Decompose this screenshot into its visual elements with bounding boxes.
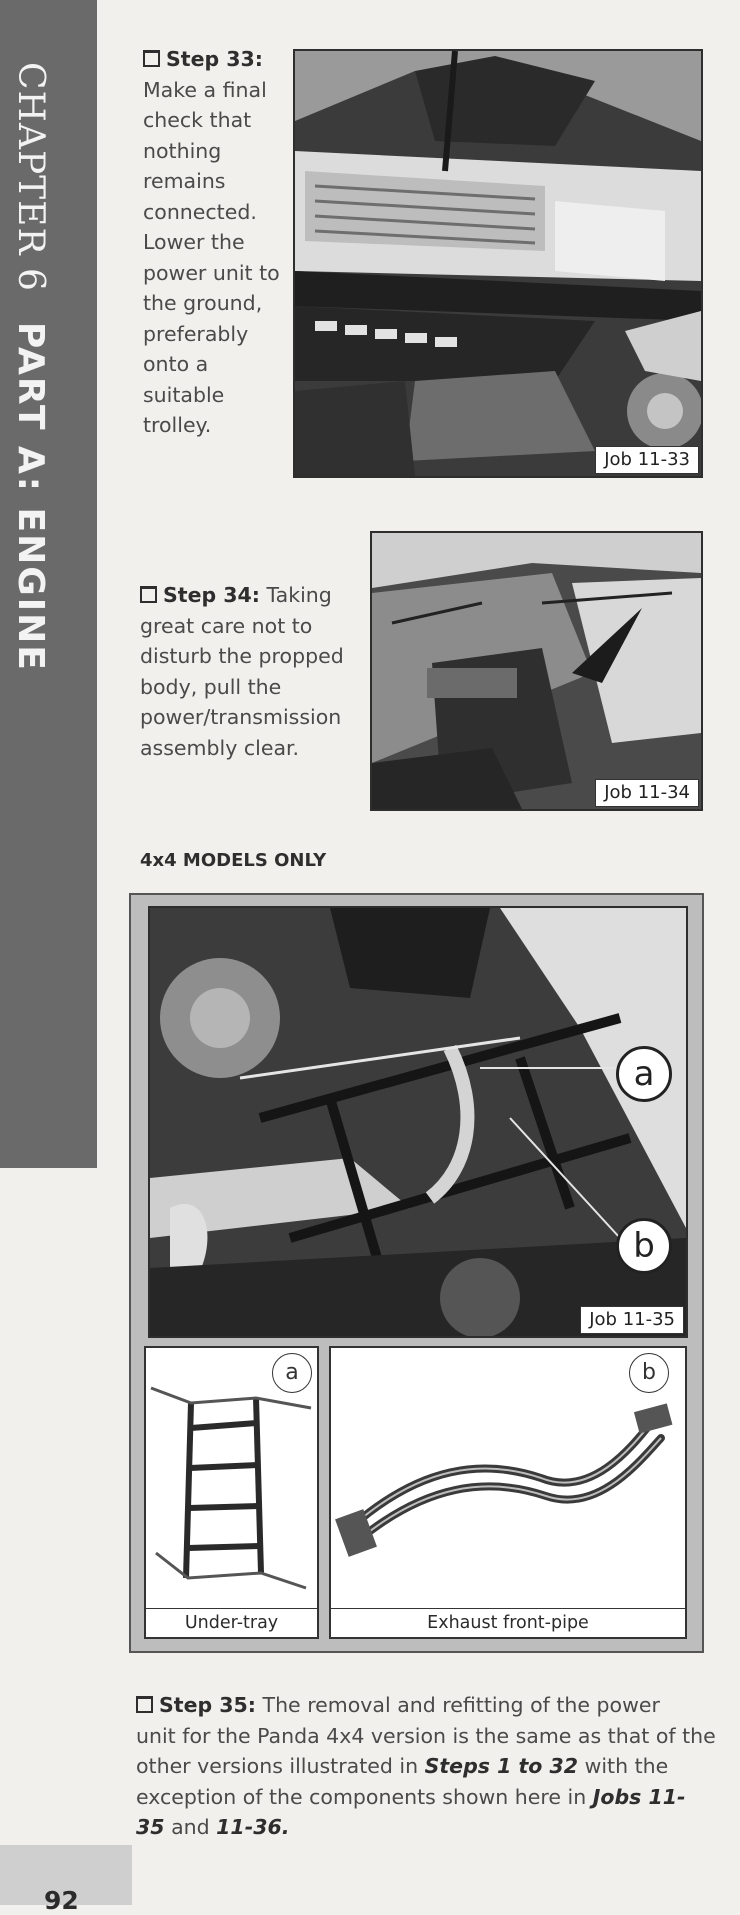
job-11-34-photo	[370, 531, 703, 811]
step-33-line: suitable	[143, 382, 225, 407]
step-34-line: Taking	[266, 583, 332, 607]
checkbox-icon	[143, 50, 160, 67]
step-34-line: assembly clear.	[140, 735, 300, 760]
step-34-line: great care not to	[140, 613, 313, 638]
under-tray-panel	[144, 1346, 319, 1639]
step-35-line: and	[171, 1815, 210, 1839]
step-34-line: body, pull the	[140, 674, 282, 699]
step-35-label: Step 35:	[159, 1693, 257, 1717]
page-number: 92	[44, 1886, 79, 1915]
exhaust-pipe-panel	[329, 1346, 687, 1639]
jobs-reference: 11-36.	[216, 1815, 290, 1839]
step-33-line: Make a final	[143, 77, 267, 102]
step-35-text	[136, 1690, 736, 1843]
exhaust-front-pipe-illustration	[331, 1348, 685, 1608]
steps-reference: Steps 1 to 32	[424, 1754, 579, 1778]
step-33-line: Lower the	[143, 230, 245, 254]
step-35-line: unit for the Panda 4x4 version is the same as that of the	[136, 1723, 716, 1748]
chapter-label: CHAPTER 6	[10, 62, 51, 292]
step-33-text	[143, 44, 293, 441]
step-34-text	[140, 580, 360, 763]
step-33-line: connected.	[143, 199, 257, 224]
step-33-line: trolley.	[143, 413, 212, 437]
chapter-sidebar	[0, 0, 97, 1168]
step-33-line: check that	[143, 108, 252, 132]
job-label: Job 11-34	[595, 779, 699, 807]
step-33-line: the ground,	[143, 291, 263, 315]
underside-illustration	[150, 908, 686, 1336]
panel-a-letter: a	[272, 1353, 312, 1393]
step-33-line: nothing	[143, 138, 222, 163]
checkbox-icon	[136, 1696, 153, 1713]
panel-b-letter: b	[629, 1353, 669, 1393]
step-35-line: exception of the components shown here in	[136, 1784, 587, 1809]
job-11-35-photo	[148, 906, 688, 1338]
jobs-reference: Jobs 11-	[592, 1784, 686, 1809]
job-label: Job 11-35	[580, 1306, 684, 1334]
step-33-line: remains	[143, 169, 226, 193]
step-33-line: onto a	[143, 352, 209, 376]
job-11-33-photo	[293, 49, 703, 478]
step-33-line: power unit to	[143, 260, 280, 285]
job-11-35-frame	[129, 893, 704, 1653]
sidebar-title	[10, 62, 51, 672]
callout-a: a	[616, 1046, 672, 1102]
step-33-line: preferably	[143, 321, 249, 346]
checkbox-icon	[140, 586, 157, 603]
engine-removal-illustration	[372, 533, 701, 809]
step-34-line: power/transmission	[140, 705, 342, 729]
jobs-reference: 35	[136, 1815, 165, 1839]
step-33-label: Step 33:	[166, 47, 264, 71]
step-34-label: Step 34:	[163, 583, 261, 607]
exhaust-pipe-caption: Exhaust front-pipe	[331, 1608, 685, 1637]
step-34-line: disturb the propped	[140, 644, 344, 668]
step-35-line: other versions illustrated in	[136, 1754, 419, 1778]
part-label: PART A: ENGINE	[10, 321, 51, 672]
step-35-line: with the	[584, 1754, 669, 1778]
section-heading: 4x4 MODELS ONLY	[140, 850, 327, 871]
job-label: Job 11-33	[595, 446, 699, 474]
under-tray-caption: Under-tray	[146, 1608, 317, 1637]
car-front-illustration	[295, 51, 701, 476]
step-35-line: The removal and refitting of the power	[262, 1693, 660, 1717]
callout-b: b	[616, 1218, 672, 1274]
